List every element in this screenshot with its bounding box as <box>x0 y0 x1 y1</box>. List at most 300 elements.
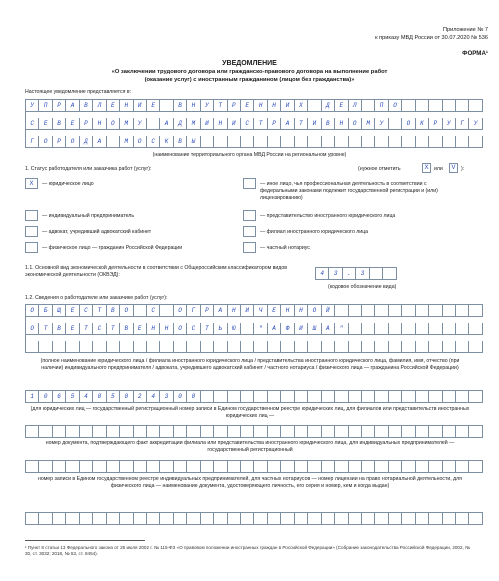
authority-cell[interactable] <box>228 136 241 148</box>
authority-cell[interactable]: Л <box>93 100 106 112</box>
identity-document-cell[interactable] <box>80 513 93 525</box>
employer-name-cell[interactable] <box>134 341 147 353</box>
authority-cell[interactable]: У <box>26 100 39 112</box>
employer-name-cell[interactable] <box>469 323 482 335</box>
registration-cell[interactable] <box>147 461 160 473</box>
employer-name-cell[interactable]: Е <box>66 323 79 335</box>
employer-name-cell[interactable]: " <box>335 323 348 335</box>
authority-cell[interactable] <box>322 136 335 148</box>
authority-cell[interactable]: Н <box>335 118 348 130</box>
authority-cell[interactable]: О <box>66 136 79 148</box>
authority-cell[interactable]: М <box>362 118 375 130</box>
employer-name-cell[interactable] <box>93 341 106 353</box>
accreditation-cell[interactable] <box>26 426 39 438</box>
employer-name-cell[interactable]: " <box>254 323 267 335</box>
authority-cell[interactable] <box>214 136 227 148</box>
ogrn-cell[interactable] <box>402 391 415 403</box>
employer-name-cell[interactable]: Б <box>39 305 52 317</box>
ogrn-cell[interactable]: 4 <box>147 391 160 403</box>
authority-cell[interactable]: Т <box>254 118 267 130</box>
registration-cell[interactable] <box>469 461 482 473</box>
authority-cell[interactable] <box>402 100 415 112</box>
accreditation-cell[interactable] <box>402 426 415 438</box>
employer-name-cell[interactable]: Н <box>228 305 241 317</box>
employer-name-cell[interactable]: О <box>26 305 39 317</box>
employer-name-cell[interactable] <box>281 341 294 353</box>
okved-cell[interactable] <box>383 268 396 280</box>
authority-cell[interactable] <box>201 136 214 148</box>
accreditation-cell[interactable] <box>469 426 482 438</box>
employer-name-cell[interactable] <box>349 305 362 317</box>
employer-name-cell[interactable] <box>335 341 348 353</box>
accreditation-cell[interactable] <box>241 426 254 438</box>
employer-name-cell[interactable] <box>362 305 375 317</box>
employer-name-cell[interactable]: Е <box>268 305 281 317</box>
employer-name-cell[interactable] <box>362 323 375 335</box>
accreditation-cell[interactable] <box>201 426 214 438</box>
registration-cell[interactable] <box>389 461 402 473</box>
registration-cell[interactable] <box>26 461 39 473</box>
authority-cell[interactable]: У <box>375 118 388 130</box>
authority-cell[interactable]: Н <box>214 118 227 130</box>
identity-document-cell[interactable] <box>443 513 456 525</box>
authority-cell[interactable]: Г <box>456 118 469 130</box>
ogrn-cell[interactable] <box>322 391 335 403</box>
authority-cell[interactable]: А <box>160 118 173 130</box>
identity-document-cell[interactable] <box>402 513 415 525</box>
okved-cell[interactable]: . <box>343 268 356 280</box>
registration-cell[interactable] <box>443 461 456 473</box>
accreditation-cell[interactable] <box>295 426 308 438</box>
identity-document-cell[interactable] <box>66 513 79 525</box>
employer-name-cell[interactable] <box>389 305 402 317</box>
accreditation-cell[interactable] <box>335 426 348 438</box>
registration-cell[interactable] <box>254 461 267 473</box>
accreditation-cell[interactable] <box>429 426 442 438</box>
employer-name-cell[interactable] <box>147 341 160 353</box>
authority-cell[interactable] <box>456 136 469 148</box>
identity-document-cell[interactable] <box>268 513 281 525</box>
authority-cell[interactable]: У <box>201 100 214 112</box>
employer-name-cell[interactable] <box>241 323 254 335</box>
employer-name-cell[interactable]: Р <box>201 305 214 317</box>
accreditation-cell[interactable] <box>375 426 388 438</box>
registration-cell[interactable] <box>268 461 281 473</box>
employer-name-cell[interactable]: Н <box>281 305 294 317</box>
employer-name-cell[interactable]: И <box>241 305 254 317</box>
status-checkbox-notary[interactable] <box>243 242 256 253</box>
authority-cell[interactable] <box>107 136 120 148</box>
ogrn-cell[interactable] <box>201 391 214 403</box>
status-checkbox-citizen[interactable] <box>25 242 38 253</box>
employer-name-cell[interactable] <box>228 341 241 353</box>
authority-cell[interactable]: В <box>322 118 335 130</box>
employer-name-cell[interactable] <box>402 305 415 317</box>
registration-cell[interactable] <box>134 461 147 473</box>
registration-cell[interactable] <box>335 461 348 473</box>
ogrn-cell[interactable] <box>335 391 348 403</box>
authority-cell[interactable] <box>281 136 294 148</box>
ogrn-cell[interactable] <box>389 391 402 403</box>
authority-cell[interactable] <box>308 100 321 112</box>
employer-name-cell[interactable]: О <box>174 323 187 335</box>
employer-name-cell[interactable] <box>429 341 442 353</box>
employer-name-cell[interactable]: Т <box>93 305 106 317</box>
authority-cell[interactable] <box>456 100 469 112</box>
ogrn-cell[interactable]: 1 <box>26 391 39 403</box>
authority-cell[interactable] <box>416 136 429 148</box>
ogrn-cell[interactable] <box>268 391 281 403</box>
registration-cell[interactable] <box>241 461 254 473</box>
employer-name-cell[interactable]: Й <box>322 305 335 317</box>
employer-name-cell[interactable] <box>160 341 173 353</box>
employer-name-cell[interactable]: С <box>93 323 106 335</box>
employer-name-grid[interactable] <box>25 304 483 353</box>
authority-cell[interactable]: О <box>349 118 362 130</box>
authority-cell[interactable]: Д <box>174 118 187 130</box>
authority-cell[interactable]: И <box>228 118 241 130</box>
employer-name-cell[interactable]: В <box>107 305 120 317</box>
ogrn-cell[interactable] <box>375 391 388 403</box>
authority-cell[interactable] <box>160 100 173 112</box>
authority-cell[interactable]: Х <box>295 100 308 112</box>
employer-name-cell[interactable]: А <box>268 323 281 335</box>
registration-cell[interactable] <box>53 461 66 473</box>
identity-document-cell[interactable] <box>469 513 482 525</box>
authority-cell[interactable]: Е <box>335 100 348 112</box>
ogrn-cell[interactable] <box>241 391 254 403</box>
registration-cell[interactable] <box>214 461 227 473</box>
employer-name-cell[interactable]: Ч <box>254 305 267 317</box>
authority-cell[interactable]: И <box>134 100 147 112</box>
authority-cell[interactable] <box>147 118 160 130</box>
employer-name-cell[interactable] <box>201 341 214 353</box>
employer-name-cell[interactable] <box>429 323 442 335</box>
authority-cell[interactable]: О <box>389 100 402 112</box>
accreditation-cell[interactable] <box>147 426 160 438</box>
employer-name-cell[interactable] <box>416 341 429 353</box>
employer-name-cell[interactable] <box>375 323 388 335</box>
employer-name-cell[interactable] <box>402 323 415 335</box>
employer-name-cell[interactable]: С <box>147 305 160 317</box>
authority-cell[interactable]: А <box>93 136 106 148</box>
employer-name-cell[interactable] <box>80 341 93 353</box>
employer-name-cell[interactable]: Н <box>295 305 308 317</box>
status-checkbox-branch[interactable] <box>243 226 256 237</box>
accreditation-cell[interactable] <box>389 426 402 438</box>
authority-cell[interactable]: У <box>469 118 482 130</box>
okved-cell[interactable]: 3 <box>329 268 342 280</box>
identity-document-cell[interactable] <box>187 513 200 525</box>
accreditation-cell[interactable] <box>107 426 120 438</box>
authority-cell[interactable]: Н <box>120 100 133 112</box>
authority-cell[interactable] <box>416 100 429 112</box>
employer-name-cell[interactable] <box>469 305 482 317</box>
accreditation-cell[interactable] <box>134 426 147 438</box>
registration-cell[interactable] <box>120 461 133 473</box>
ogrn-cell[interactable] <box>254 391 267 403</box>
okved-cell[interactable] <box>370 268 383 280</box>
status-checkbox-individual-entrepreneur[interactable] <box>25 210 38 221</box>
employer-name-cell[interactable] <box>362 341 375 353</box>
authority-cell[interactable] <box>443 136 456 148</box>
authority-cell[interactable]: М <box>187 118 200 130</box>
ogrn-cell[interactable]: 6 <box>53 391 66 403</box>
authority-cell[interactable]: В <box>53 118 66 130</box>
accreditation-cell[interactable] <box>187 426 200 438</box>
employer-name-cell[interactable] <box>416 323 429 335</box>
accreditation-cell[interactable] <box>268 426 281 438</box>
employer-name-cell[interactable] <box>349 323 362 335</box>
employer-name-cell[interactable]: Т <box>201 323 214 335</box>
authority-cell[interactable] <box>295 136 308 148</box>
identity-document-cell[interactable] <box>53 513 66 525</box>
registration-cell[interactable] <box>402 461 415 473</box>
employer-name-cell[interactable] <box>456 323 469 335</box>
status-checkbox-legal-entity[interactable]: X <box>25 178 38 189</box>
authority-cell[interactable] <box>469 100 482 112</box>
authority-cell[interactable]: М <box>120 136 133 148</box>
employer-name-cell[interactable] <box>375 341 388 353</box>
employer-name-cell[interactable] <box>120 341 133 353</box>
employer-name-cell[interactable] <box>375 305 388 317</box>
employer-name-cell[interactable] <box>443 323 456 335</box>
authority-cell[interactable]: Н <box>254 100 267 112</box>
registration-cell[interactable] <box>281 461 294 473</box>
ogrn-cell[interactable] <box>228 391 241 403</box>
authority-cell[interactable]: Р <box>429 118 442 130</box>
employer-name-cell[interactable] <box>174 341 187 353</box>
identity-document-cell[interactable] <box>295 513 308 525</box>
employer-name-cell[interactable]: Щ <box>53 305 66 317</box>
authority-cell[interactable]: С <box>26 118 39 130</box>
employer-name-cell[interactable]: Н <box>160 323 173 335</box>
accreditation-cell[interactable] <box>281 426 294 438</box>
registration-cell[interactable] <box>107 461 120 473</box>
status-checkbox-representative-office[interactable] <box>243 210 256 221</box>
authority-cell[interactable]: Р <box>80 118 93 130</box>
employer-name-cell[interactable] <box>335 305 348 317</box>
authority-cell[interactable]: О <box>402 118 415 130</box>
authority-cell[interactable] <box>389 136 402 148</box>
accreditation-cell[interactable] <box>93 426 106 438</box>
employer-name-cell[interactable]: Е <box>134 323 147 335</box>
accreditation-cell[interactable] <box>66 426 79 438</box>
employer-name-cell[interactable] <box>134 305 147 317</box>
authority-cell[interactable] <box>362 100 375 112</box>
ogrn-cell[interactable]: 0 <box>174 391 187 403</box>
employer-name-cell[interactable] <box>107 341 120 353</box>
ogrn-cell[interactable] <box>362 391 375 403</box>
employer-name-cell[interactable]: С <box>80 305 93 317</box>
authority-cell[interactable] <box>362 136 375 148</box>
accreditation-cell[interactable] <box>214 426 227 438</box>
ogrn-cell[interactable]: 5 <box>107 391 120 403</box>
ogrn-cell[interactable]: 4 <box>80 391 93 403</box>
employer-name-cell[interactable] <box>416 305 429 317</box>
accreditation-cell[interactable] <box>443 426 456 438</box>
ogrn-cell[interactable] <box>349 391 362 403</box>
employer-name-cell[interactable]: Н <box>147 323 160 335</box>
employer-name-cell[interactable] <box>254 341 267 353</box>
employer-name-cell[interactable]: Г <box>187 305 200 317</box>
employer-name-cell[interactable] <box>39 341 52 353</box>
authority-cell[interactable]: В <box>174 100 187 112</box>
okved-code-grid[interactable] <box>315 267 397 280</box>
accreditation-cell[interactable] <box>228 426 241 438</box>
authority-cell[interactable] <box>375 136 388 148</box>
employer-name-cell[interactable] <box>66 341 79 353</box>
accreditation-cell[interactable] <box>160 426 173 438</box>
identity-document-cell[interactable] <box>281 513 294 525</box>
accreditation-cell[interactable] <box>254 426 267 438</box>
authority-cell[interactable]: Р <box>53 100 66 112</box>
ogrn-cell[interactable] <box>443 391 456 403</box>
registration-cell[interactable] <box>322 461 335 473</box>
authority-cell[interactable]: Д <box>80 136 93 148</box>
accreditation-cell[interactable] <box>80 426 93 438</box>
employer-name-cell[interactable] <box>268 341 281 353</box>
accreditation-cell[interactable] <box>456 426 469 438</box>
authority-cell[interactable] <box>335 136 348 148</box>
ogrn-cell[interactable] <box>456 391 469 403</box>
ogrn-cell[interactable] <box>308 391 321 403</box>
identity-document-cell[interactable] <box>107 513 120 525</box>
authority-cell[interactable]: О <box>39 136 52 148</box>
authority-cell[interactable]: Е <box>241 100 254 112</box>
registration-cell[interactable] <box>160 461 173 473</box>
registration-cell[interactable] <box>80 461 93 473</box>
authority-cell[interactable] <box>241 136 254 148</box>
registration-cell[interactable] <box>39 461 52 473</box>
identity-document-cell[interactable] <box>322 513 335 525</box>
employer-name-cell[interactable] <box>349 341 362 353</box>
employer-name-cell[interactable] <box>53 341 66 353</box>
authority-cell[interactable] <box>429 136 442 148</box>
employer-name-cell[interactable] <box>469 341 482 353</box>
accreditation-cell[interactable] <box>322 426 335 438</box>
authority-cell[interactable]: Ы <box>187 136 200 148</box>
ogrn-cell[interactable]: 5 <box>66 391 79 403</box>
employer-name-cell[interactable] <box>214 341 227 353</box>
authority-name-grid[interactable] <box>25 99 483 148</box>
registration-cell[interactable] <box>416 461 429 473</box>
employer-name-cell[interactable]: Е <box>66 305 79 317</box>
identity-document-cell[interactable] <box>308 513 321 525</box>
authority-cell[interactable] <box>349 136 362 148</box>
employer-name-cell[interactable]: Ш <box>308 323 321 335</box>
employer-name-cell[interactable]: О <box>174 305 187 317</box>
identity-document-cell[interactable] <box>201 513 214 525</box>
ogrn-cell[interactable]: 0 <box>93 391 106 403</box>
identity-document-cell[interactable] <box>228 513 241 525</box>
authority-cell[interactable]: А <box>66 100 79 112</box>
accreditation-cell[interactable] <box>362 426 375 438</box>
authority-cell[interactable]: Р <box>268 118 281 130</box>
employer-name-cell[interactable] <box>322 341 335 353</box>
ogrn-cell[interactable]: 2 <box>134 391 147 403</box>
employer-name-cell[interactable] <box>443 341 456 353</box>
employer-name-cell[interactable]: Ф <box>281 323 294 335</box>
identity-document-cell[interactable] <box>134 513 147 525</box>
registration-cell[interactable] <box>174 461 187 473</box>
registration-cell[interactable] <box>349 461 362 473</box>
authority-cell[interactable]: С <box>147 136 160 148</box>
authority-cell[interactable]: Е <box>39 118 52 130</box>
authority-cell[interactable] <box>443 100 456 112</box>
employer-name-cell[interactable]: О <box>26 323 39 335</box>
authority-cell[interactable]: А <box>281 118 294 130</box>
ogrn-grid[interactable] <box>25 390 483 403</box>
identity-document-cell[interactable] <box>335 513 348 525</box>
authority-cell[interactable] <box>402 136 415 148</box>
accreditation-grid[interactable] <box>25 425 483 438</box>
authority-cell[interactable]: М <box>120 118 133 130</box>
employer-name-cell[interactable] <box>429 305 442 317</box>
employer-name-cell[interactable]: Т <box>39 323 52 335</box>
authority-cell[interactable]: П <box>39 100 52 112</box>
authority-cell[interactable]: И <box>281 100 294 112</box>
employer-name-cell[interactable] <box>160 305 173 317</box>
authority-cell[interactable] <box>268 136 281 148</box>
registration-cell[interactable] <box>456 461 469 473</box>
employer-name-cell[interactable]: А <box>322 323 335 335</box>
employer-name-cell[interactable]: Т <box>107 323 120 335</box>
registration-cell[interactable] <box>66 461 79 473</box>
authority-cell[interactable]: Р <box>228 100 241 112</box>
authority-cell[interactable]: У <box>443 118 456 130</box>
registration-cell[interactable] <box>362 461 375 473</box>
authority-cell[interactable]: Е <box>147 100 160 112</box>
employer-name-cell[interactable]: Ь <box>214 323 227 335</box>
employer-name-cell[interactable]: И <box>295 323 308 335</box>
ogrn-cell[interactable] <box>469 391 482 403</box>
registration-cell[interactable] <box>228 461 241 473</box>
ogrn-cell[interactable]: 0 <box>39 391 52 403</box>
okved-cell[interactable]: 3 <box>356 268 369 280</box>
authority-cell[interactable] <box>469 136 482 148</box>
authority-cell[interactable]: У <box>134 118 147 130</box>
employer-name-cell[interactable] <box>456 305 469 317</box>
employer-name-cell[interactable] <box>241 341 254 353</box>
registration-cell[interactable] <box>308 461 321 473</box>
identity-document-cell[interactable] <box>214 513 227 525</box>
identity-document-cell[interactable] <box>254 513 267 525</box>
authority-cell[interactable]: В <box>80 100 93 112</box>
employer-name-cell[interactable] <box>456 341 469 353</box>
employer-name-cell[interactable]: Т <box>80 323 93 335</box>
accreditation-cell[interactable] <box>174 426 187 438</box>
authority-cell[interactable]: К <box>160 136 173 148</box>
ogrn-cell[interactable] <box>281 391 294 403</box>
registration-cell[interactable] <box>93 461 106 473</box>
registration-cell[interactable] <box>375 461 388 473</box>
employer-name-cell[interactable]: С <box>187 323 200 335</box>
authority-cell[interactable]: К <box>416 118 429 130</box>
authority-cell[interactable]: Н <box>93 118 106 130</box>
authority-cell[interactable]: Л <box>349 100 362 112</box>
registration-number-grid[interactable] <box>25 460 483 473</box>
identity-document-cell[interactable] <box>26 513 39 525</box>
ogrn-cell[interactable]: 3 <box>160 391 173 403</box>
ogrn-cell[interactable] <box>295 391 308 403</box>
authority-cell[interactable]: Г <box>26 136 39 148</box>
identity-document-cell[interactable] <box>241 513 254 525</box>
employer-name-cell[interactable]: О <box>308 305 321 317</box>
authority-cell[interactable] <box>308 136 321 148</box>
okved-cell[interactable]: 4 <box>316 268 329 280</box>
identity-document-cell[interactable] <box>160 513 173 525</box>
